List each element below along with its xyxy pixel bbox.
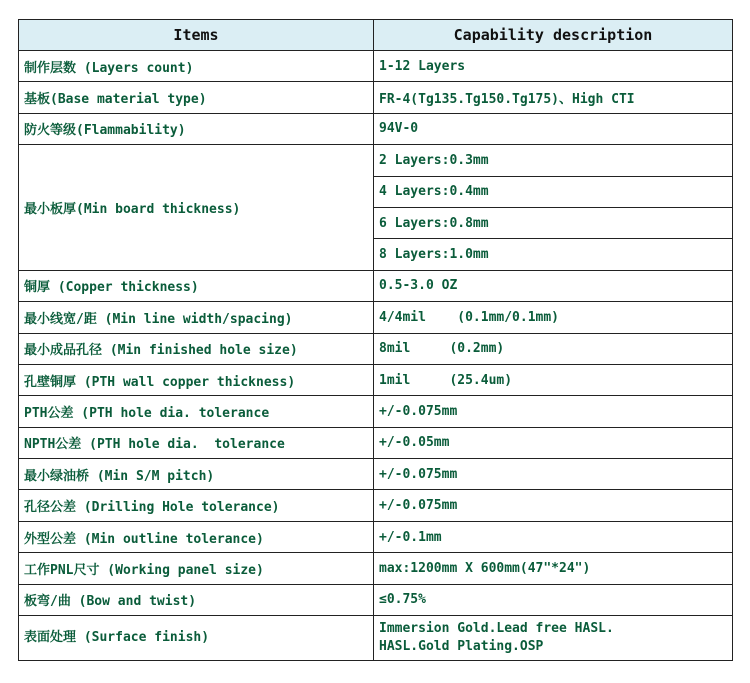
item-cell: 铜厚 (Copper thickness) <box>19 270 374 301</box>
item-cell: PTH公差 (PTH hole dia. tolerance <box>19 396 374 427</box>
table-row <box>19 459 733 490</box>
value-cell: +/-0.075mm <box>374 490 733 521</box>
table-row <box>19 616 733 661</box>
table-row <box>19 553 733 584</box>
table-row <box>19 584 733 615</box>
item-cell: 板弯/曲 (Bow and twist) <box>19 584 374 615</box>
value-cell: 4 Layers:0.4mm <box>374 176 733 207</box>
table-row <box>19 490 733 521</box>
value-cell: 1mil (25.4um) <box>374 364 733 395</box>
table-row <box>19 364 733 395</box>
item-cell: 表面处理 (Surface finish) <box>19 616 374 661</box>
value-cell: 4/4mil (0.1mm/0.1mm) <box>374 302 733 333</box>
value-cell: 6 Layers:0.8mm <box>374 207 733 238</box>
item-cell: 工作PNL尺寸 (Working panel size) <box>19 553 374 584</box>
value-cell: 1-12 Layers <box>374 51 733 82</box>
item-cell: 孔径公差 (Drilling Hole tolerance) <box>19 490 374 521</box>
item-cell: 最小成品孔径 (Min finished hole size) <box>19 333 374 364</box>
table-row <box>19 145 733 176</box>
table-row <box>19 521 733 552</box>
value-cell: max:1200mm X 600mm(47"*24") <box>374 553 733 584</box>
item-cell: 基板(Base material type) <box>19 82 374 113</box>
table-row <box>19 396 733 427</box>
table-header-row <box>19 20 733 51</box>
item-cell: 最小绿油桥 (Min S/M pitch) <box>19 459 374 490</box>
value-cell: +/-0.05mm <box>374 427 733 458</box>
table-row <box>19 113 733 144</box>
value-cell: FR-4(Tg135.Tg150.Tg175)、High CTI <box>374 82 733 113</box>
item-cell: 最小板厚(Min board thickness) <box>19 145 374 271</box>
item-cell: 制作层数 (Layers count) <box>19 51 374 82</box>
value-cell: 8 Layers:1.0mm <box>374 239 733 270</box>
capability-table-container <box>18 19 732 661</box>
table-row <box>19 51 733 82</box>
items-column-header: Items <box>19 20 374 51</box>
item-cell: NPTH公差 (PTH hole dia. tolerance <box>19 427 374 458</box>
value-cell: 2 Layers:0.3mm <box>374 145 733 176</box>
value-cell: +/-0.075mm <box>374 396 733 427</box>
capability-table <box>18 19 733 661</box>
value-cell: 0.5-3.0 OZ <box>374 270 733 301</box>
item-cell: 孔壁铜厚 (PTH wall copper thickness) <box>19 364 374 395</box>
table-row <box>19 270 733 301</box>
table-row <box>19 302 733 333</box>
table-row <box>19 427 733 458</box>
value-cell: +/-0.1mm <box>374 521 733 552</box>
value-line: Immersion Gold.Lead free HASL. <box>379 621 614 637</box>
capability-column-header: Capability description <box>374 20 733 51</box>
item-cell: 外型公差 (Min outline tolerance) <box>19 521 374 552</box>
table-row <box>19 333 733 364</box>
value-cell <box>374 616 733 661</box>
value-line: HASL.Gold Plating.OSP <box>379 639 544 655</box>
item-cell: 防火等级(Flammability) <box>19 113 374 144</box>
table-row <box>19 82 733 113</box>
value-cell: ≤0.75% <box>374 584 733 615</box>
item-cell: 最小线宽/距 (Min line width/spacing) <box>19 302 374 333</box>
value-cell: 8mil (0.2mm) <box>374 333 733 364</box>
value-cell: +/-0.075mm <box>374 459 733 490</box>
value-cell: 94V-0 <box>374 113 733 144</box>
